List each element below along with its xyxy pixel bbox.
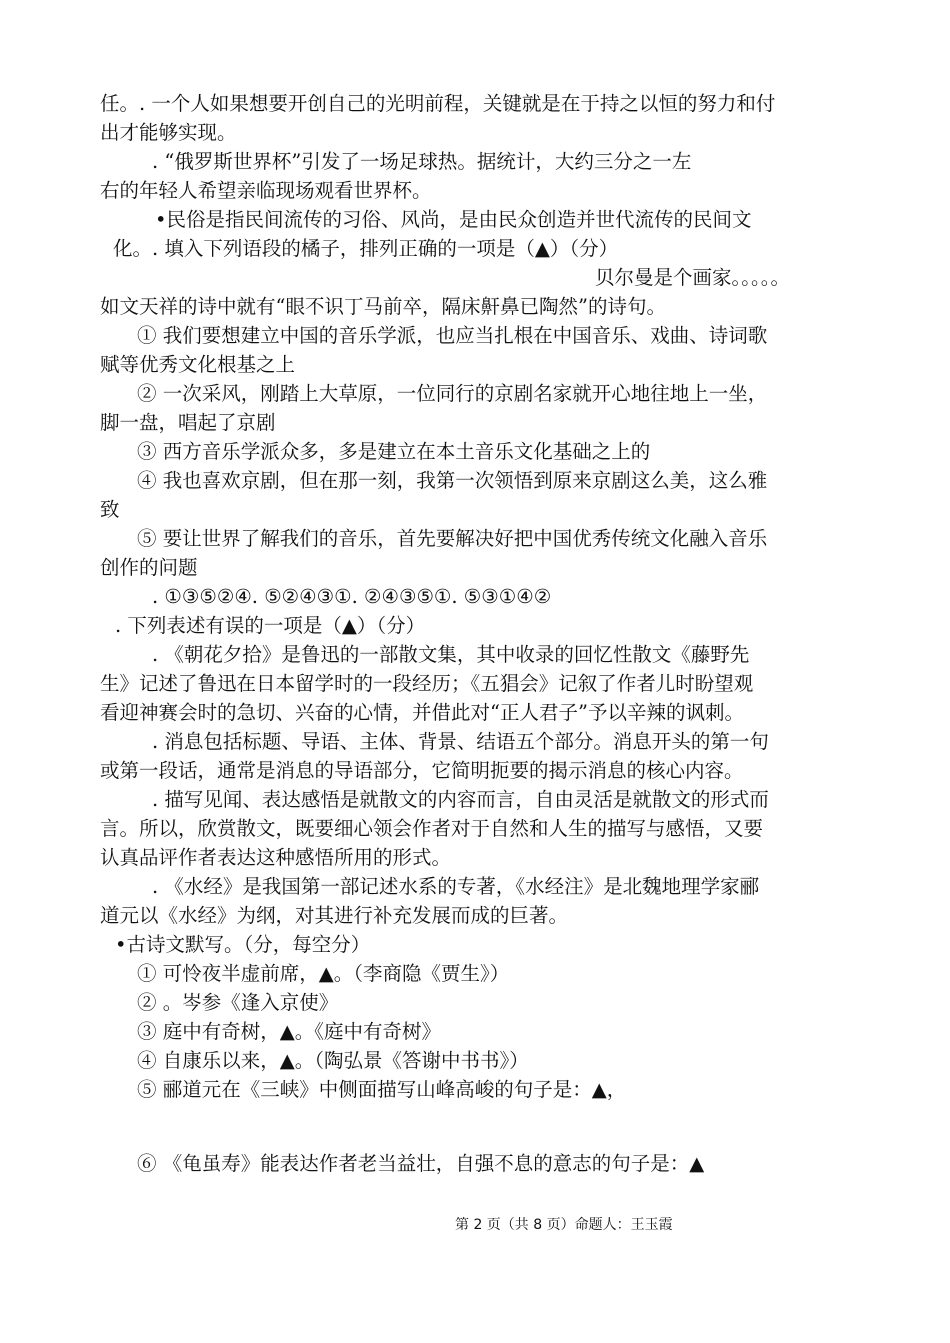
- text-line-13: ③ 西方音乐学派众多，多是建立在本土音乐文化基础之上的: [137, 440, 651, 463]
- text-line-16: ⑤ 要让世界了解我们的音乐，首先要解决好把中国优秀传统文化融入音乐: [137, 527, 768, 550]
- text-line-3: . “俄罗斯世界杯”引发了一场足球热。据统计，大约三分之一左: [152, 150, 692, 173]
- text-line-6: 化。. 填入下列语段的橘子，排列正确的一项是（▲）（分）: [113, 237, 619, 260]
- text-line-12: 脚一盘，唱起了京剧: [100, 411, 276, 434]
- text-line-14: ④ 我也喜欢京剧，但在那一刻，我第一次领悟到原来京剧这么美，这么雅: [137, 469, 768, 492]
- text-line-1: 任。. 一个人如果想要开创自己的光明前程，关键就是在于持之以恒的努力和付: [100, 92, 776, 115]
- page-footer: 第 2 页（共 8 页）命题人：王玉霞: [455, 1217, 673, 1233]
- text-line-2: 出才能够实现。: [100, 121, 237, 144]
- text-line-32: ② 。岑参《逢入京使》: [137, 991, 339, 1014]
- text-line-25: . 描写见闻、表达感悟是就散文的内容而言，自由灵活是就散文的形式而: [152, 788, 769, 811]
- text-line-26: 言。所以，欣赏散文，既要细心领会作者对于自然和人生的描写与感悟，又要: [100, 817, 764, 840]
- text-line-29: 道元以《水经》为纲，对其进行补充发展而成的巨著。: [100, 904, 569, 927]
- text-line-21: 生》记述了鲁迅在日本留学时的一段经历；《五猖会》记叙了作者儿时盼望观: [100, 672, 754, 695]
- text-line-8: 如文天祥的诗中就有“眼不识丁马前卒，隔床鼾鼻已陶然”的诗句。: [100, 295, 666, 318]
- text-line-15: 致: [100, 498, 120, 521]
- text-line-7: 贝尔曼是个画家。。。。。: [595, 266, 791, 289]
- text-line-23: . 消息包括标题、导语、主体、背景、结语五个部分。消息开头的第一句: [152, 730, 769, 753]
- text-line-19: . 下列表述有误的一项是（▲）（分）: [115, 614, 426, 637]
- text-line-4: 右的年轻人希望亲临现场观看世界杯。: [100, 179, 432, 202]
- text-line-17: 创作的问题: [100, 556, 198, 579]
- text-line-24: 或第一段话，通常是消息的导语部分，它简明扼要的揭示消息的核心内容。: [100, 759, 744, 782]
- text-line-36: ⑥ 《龟虽寿》能表达作者老当益壮，自强不息的意志的句子是：▲: [137, 1152, 705, 1175]
- text-line-27: 认真品评作者表达这种感悟所用的形式。: [100, 846, 452, 869]
- text-line-20: . 《朝花夕拾》是鲁迅的一部散文集，其中收录的回忆性散文《藤野先: [152, 643, 750, 666]
- text-line-30: •古诗文默写。（分，每空分）: [115, 933, 371, 956]
- text-line-35: ⑤ 郦道元在《三峡》中侧面描写山峰高峻的句子是：▲，: [137, 1078, 627, 1101]
- text-line-34: ④ 自康乐以来，▲。（陶弘景《答谢中书书》）: [137, 1049, 529, 1072]
- text-line-11: ② 一次采风，刚踏上大草原，一位同行的京剧名家就开心地往地上一坐，: [137, 382, 768, 405]
- text-line-9: ① 我们要想建立中国的音乐学派，也应当扎根在中国音乐、戏曲、诗词歌: [137, 324, 768, 347]
- text-line-10: 赋等优秀文化根基之上: [100, 353, 296, 376]
- text-line-28: . 《水经》是我国第一部记述水系的专著，《水经注》是北魏地理学家郦: [152, 875, 760, 898]
- text-line-18: . ①③⑤②④. ⑤②④③①. ②④③⑤①. ⑤③①④②: [152, 585, 552, 608]
- text-line-31: ① 可怜夜半虚前席，▲。（李商隐《贾生》）: [137, 962, 510, 985]
- text-line-22: 看迎神赛会时的急切、兴奋的心情，并借此对“正人君子”予以辛辣的讽刺。: [100, 701, 744, 724]
- text-line-33: ③ 庭中有奇树，▲。《庭中有奇树》: [137, 1020, 441, 1043]
- text-line-5: •民俗是指民间流传的习俗、风尚，是由民众创造并世代流传的民间文: [155, 208, 752, 231]
